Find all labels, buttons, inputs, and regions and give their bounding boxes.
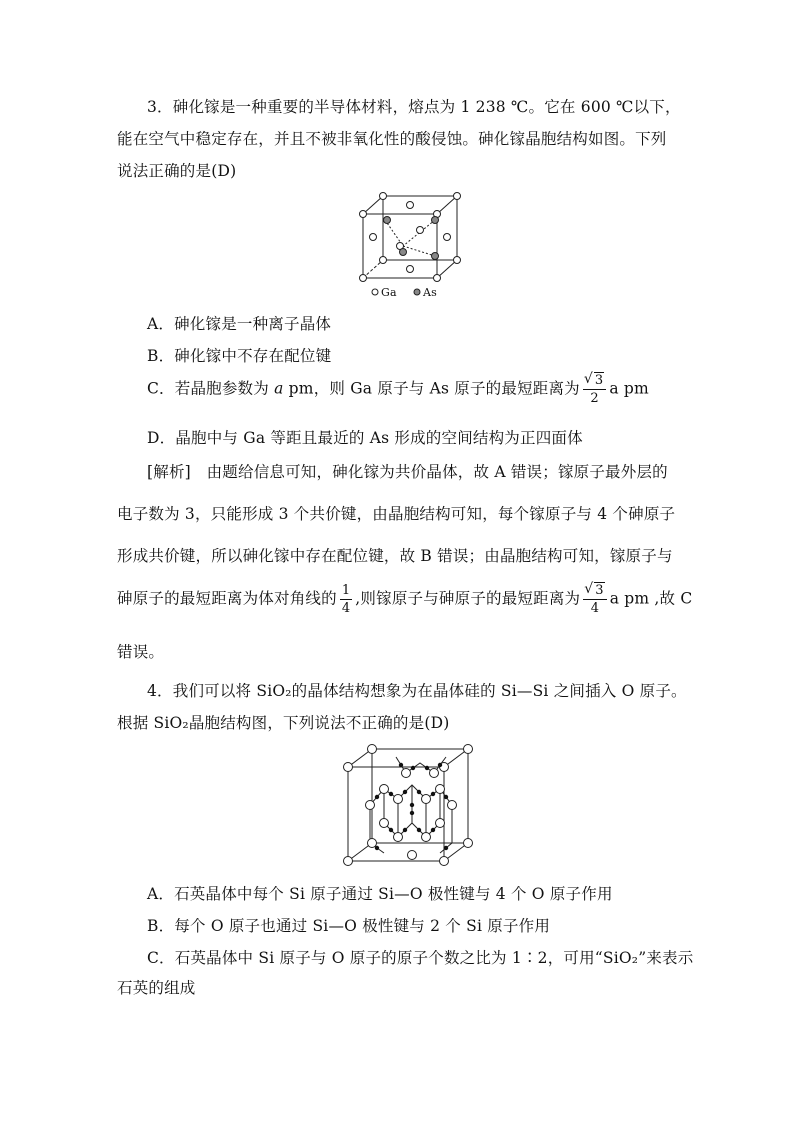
sio2-unit-cell-figure bbox=[340, 743, 490, 868]
analysis-line-5: 错误。 bbox=[117, 643, 165, 661]
sqrt3-over-4-fraction: √ $\frac{3}{4}$ bbox=[583, 584, 606, 615]
q4-stem-line-2: 根据 SiO₂晶胞结构图，下列说法不正确的是(D) bbox=[117, 714, 450, 732]
q4-option-c-line-2: 石英的组成 bbox=[117, 979, 196, 997]
gaas-unit-cell-figure bbox=[355, 190, 475, 300]
q3-stem-line-2: 能在空气中稳定存在，并且不被非氧化性的酸侵蚀。砷化镓晶胞结构如图。下列 bbox=[117, 130, 667, 148]
q4-option-a: A．石英晶体中每个 Si 原子通过 Si—O 极性键与 4 个 O 原子作用 bbox=[147, 885, 613, 903]
q3-stem-line-3: 说法正确的是(D) bbox=[117, 162, 237, 180]
q4-option-b: B．每个 O 原子也通过 Si—O 极性键与 2 个 Si 原子作用 bbox=[147, 917, 551, 935]
legend-as-label: As bbox=[423, 286, 437, 299]
q3-option-d: D．晶胞中与 Ga 等距且最近的 As 形成的空间结构为正四面体 bbox=[147, 429, 583, 447]
q3-stem-line-1: 3．砷化镓是一种重要的半导体材料，熔点为 1 238 ℃。它在 600 ℃以下， bbox=[147, 98, 681, 116]
sqrt3-over-2-fraction: √ $\frac{3}{2}$ bbox=[583, 374, 606, 405]
one-quarter-fraction: $\frac{1}{4}$ bbox=[341, 583, 351, 616]
q4-option-c-line-1: C．石英晶体中 Si 原子与 O 原子的原子个数之比为 1∶2，可用“SiO₂”来表示 bbox=[147, 949, 694, 967]
analysis-line-3: 形成共价键，所以砷化镓中存在配位键，故 B 错误；由晶胞结构可知，镓原子与 bbox=[117, 547, 673, 565]
analysis-line-4: 砷原子的最短距离为体对角线的 $\frac{1}{4}$ ,则镓原子与砷原子的最短距离为 √ $\frac{3}{4}$ a pm ,故 C bbox=[117, 584, 692, 615]
q3-option-b: B．砷化镓中不存在配位键 bbox=[147, 347, 332, 365]
legend-ga-label: Ga bbox=[381, 286, 397, 299]
q3-option-c: C．若晶胞参数为 a pm，则 Ga 原子与 As 原子的最短距离为 √ $\frac{3}{2}$ a pm bbox=[147, 374, 649, 405]
q4-stem-line-1: 4．我们可以将 SiO₂的晶体结构想象为在晶体硅的 Si—Si 之间插入 O 原子。 bbox=[147, 682, 687, 700]
analysis-line-2: 电子数为 3，只能形成 3 个共价键，由晶胞结构可知，每个镓原子与 4 个砷原子 bbox=[117, 505, 676, 523]
analysis-line-1: [解析] 由题给信息可知，砷化镓为共价晶体，故 A 错误；镓原子最外层的 bbox=[147, 463, 668, 481]
analysis-tag: [解析] bbox=[147, 463, 191, 481]
q3-option-a: A．砷化镓是一种离子晶体 bbox=[147, 315, 332, 333]
